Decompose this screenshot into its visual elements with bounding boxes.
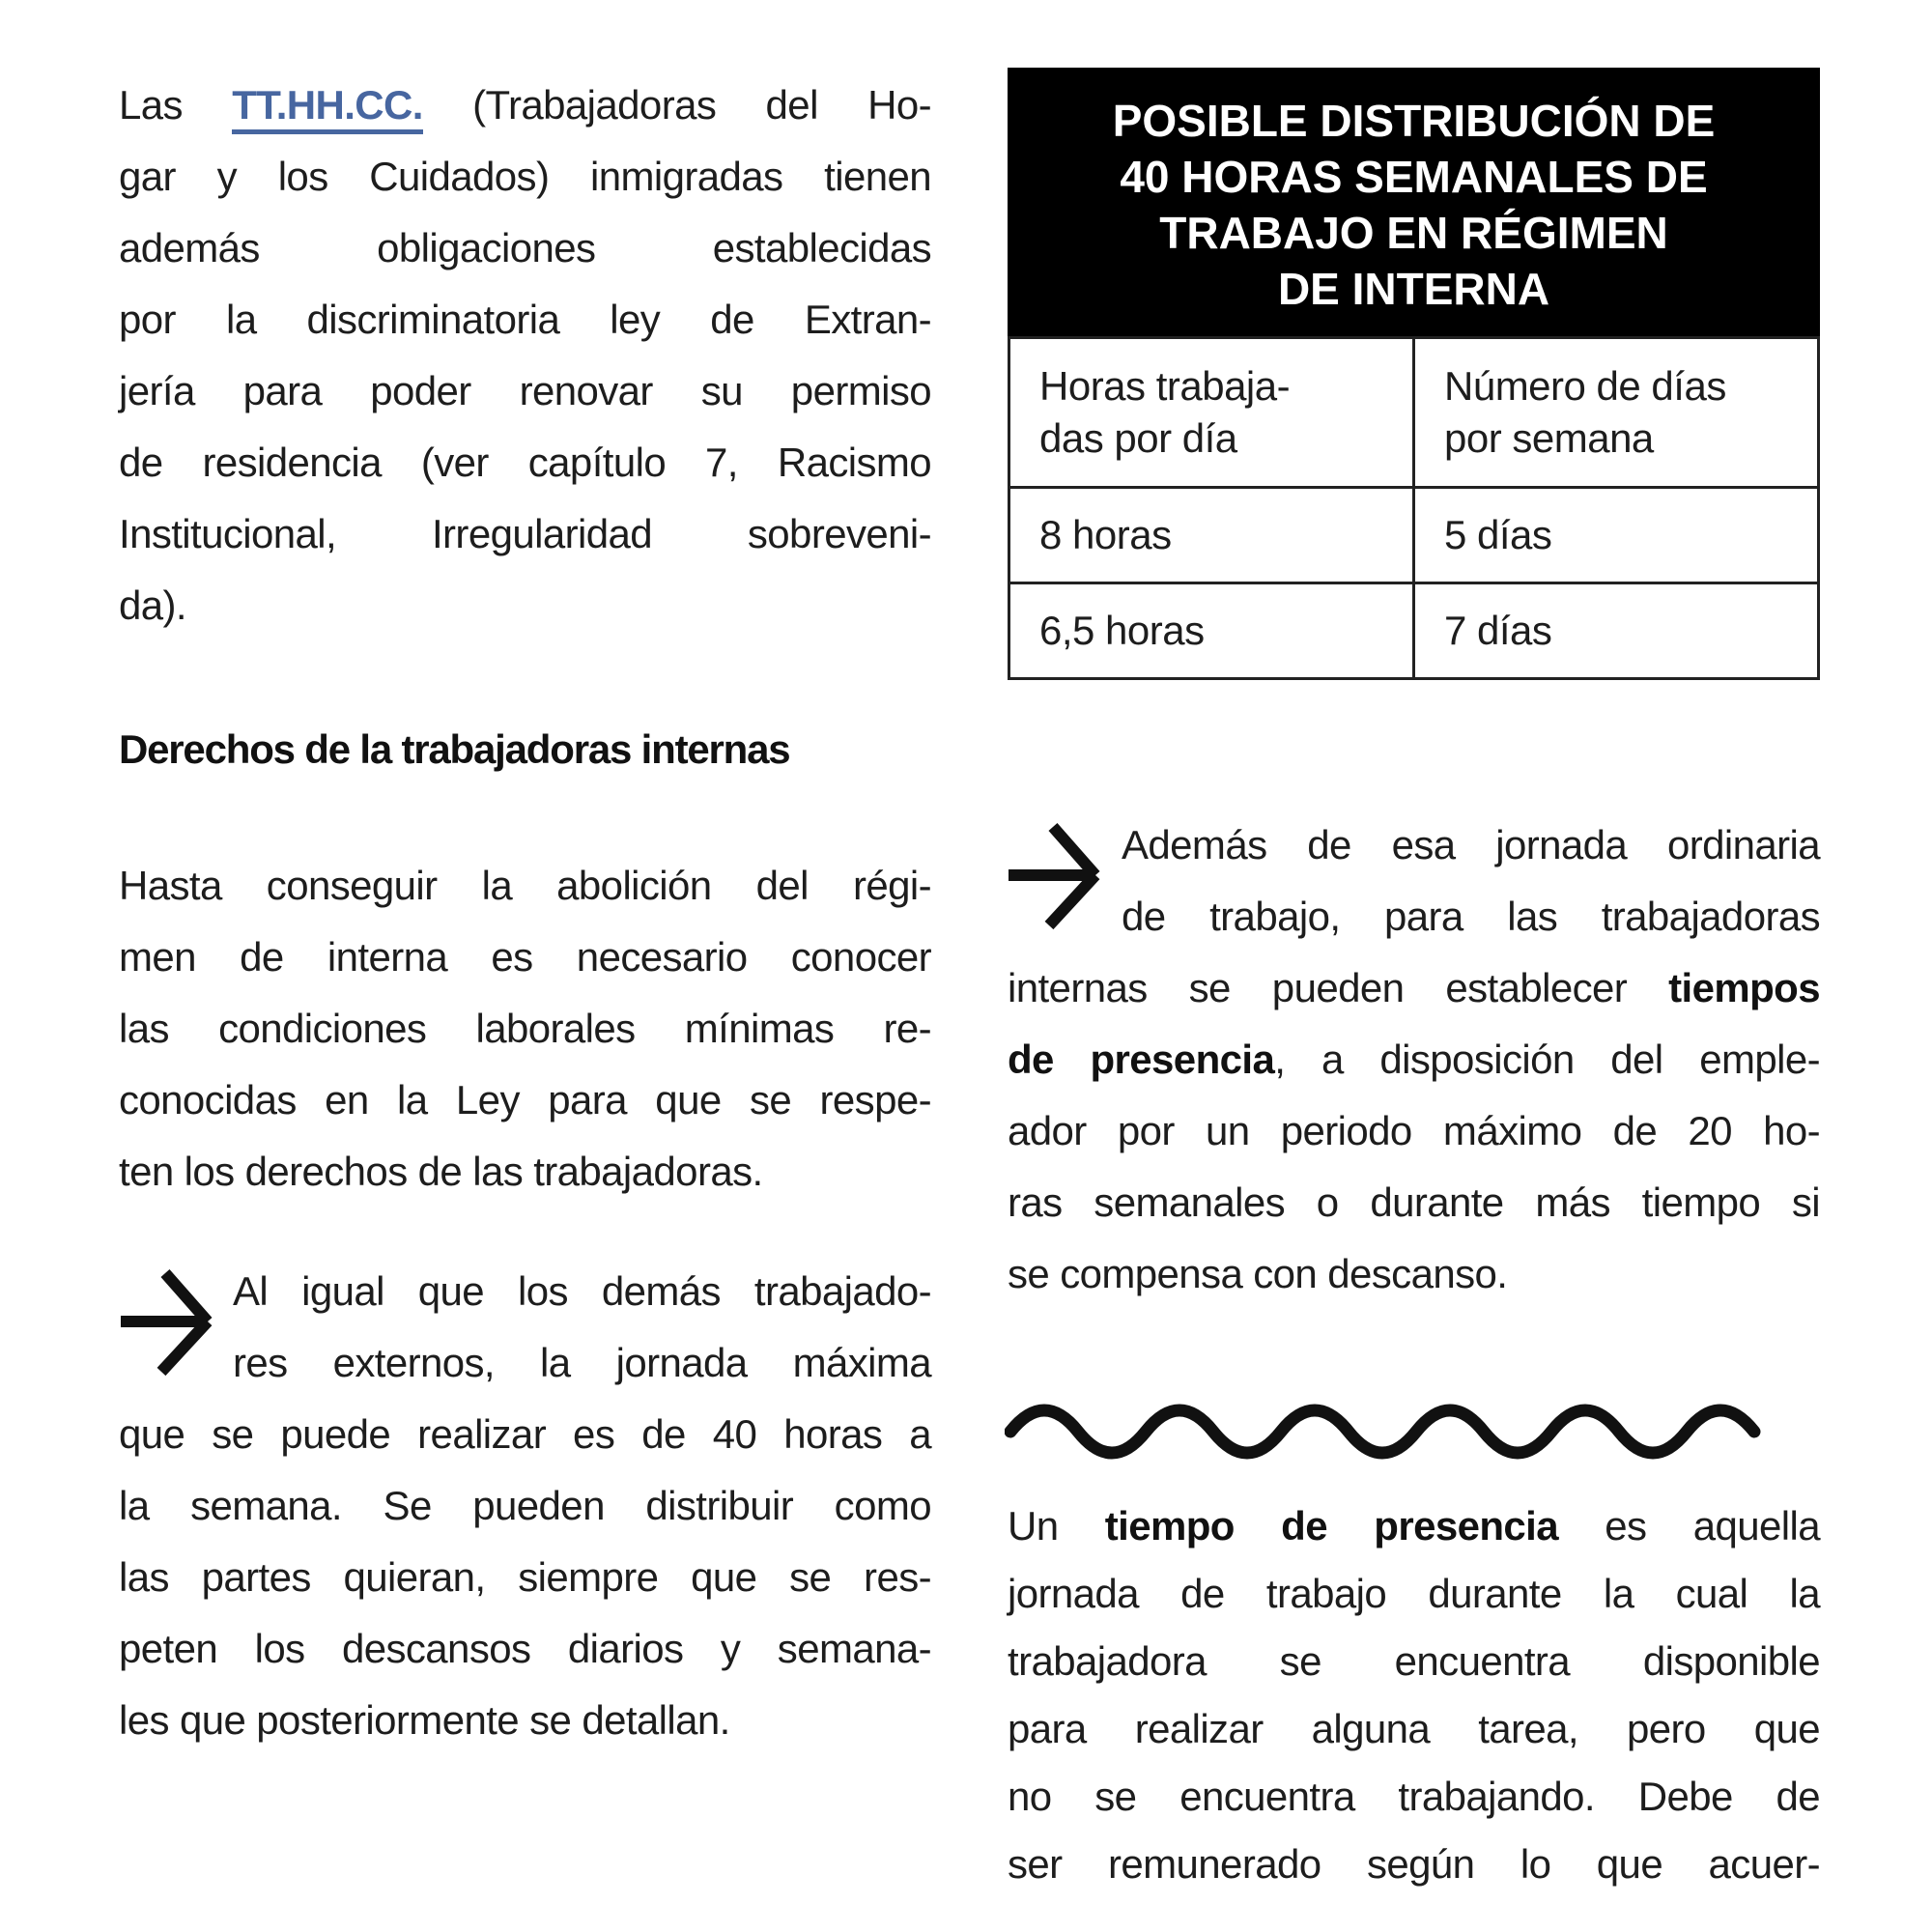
text-line: trabajadora se encuentra disponible <box>1008 1638 1820 1684</box>
column-header-days <box>1414 338 1819 488</box>
text-line: Al igual que los demás trabajado- <box>233 1268 931 1314</box>
text-line: das por día <box>1039 415 1237 461</box>
text-line: Horas trabaja- <box>1039 363 1291 409</box>
text-line: DE INTERNA <box>1277 264 1550 314</box>
table-header-row <box>1009 338 1819 488</box>
text-line: para realizar alguna tarea, pero que <box>1008 1706 1820 1751</box>
table-grid <box>1008 336 1820 680</box>
text-line: jornada de trabajo durante la cual la <box>1008 1571 1820 1616</box>
table-cell: 6,5 horas <box>1009 583 1414 679</box>
text-line: no se encuentra trabajando. Debe de <box>1008 1774 1820 1819</box>
text-line: ador por un periodo máximo de 20 ho- <box>1008 1108 1820 1153</box>
section-heading: Derechos de la trabajadoras internas <box>119 726 790 772</box>
squiggle-divider <box>1005 1391 1822 1469</box>
table-cell: 7 días <box>1414 583 1819 679</box>
text-line: Un tiempo de presencia es aquella <box>1008 1503 1820 1548</box>
text-line: da). <box>119 582 186 628</box>
text-line: gar y los Cuidados) inmigradas tienen <box>119 154 931 199</box>
link-tthhcc[interactable]: TT.HH.CC. <box>232 82 423 134</box>
text-line: las condiciones laborales mínimas re- <box>119 1006 931 1051</box>
table-title <box>1008 68 1820 336</box>
paragraph-intro <box>119 70 931 641</box>
text-line: peten los descansos diarios y semana- <box>119 1626 931 1671</box>
text-line: se compensa con descanso. <box>1008 1251 1508 1296</box>
text-line: les que posteriormente se detallan. <box>119 1697 730 1743</box>
text-line: además obligaciones establecidas <box>119 225 931 270</box>
distribution-table <box>1008 68 1820 680</box>
text-line: internas se pueden establecer tiempos <box>1008 965 1820 1010</box>
text-line: de presencia, a disposición del emple- <box>1008 1037 1820 1082</box>
text-line: ser remunerado según lo que acuer- <box>1008 1841 1820 1887</box>
paragraph-hasta-conseguir <box>119 850 931 1208</box>
text-line: de trabajo, para las trabajadoras <box>1122 894 1820 939</box>
table-row <box>1009 583 1819 679</box>
text-line: TRABAJO EN RÉGIMEN <box>1159 208 1668 258</box>
text-line: 40 HORAS SEMANALES DE <box>1120 152 1708 202</box>
text-line: Número de días <box>1444 363 1726 409</box>
table-body <box>1009 488 1819 679</box>
text-line: Hasta conseguir la abolición del régi- <box>119 863 931 908</box>
column-header-hours <box>1009 338 1414 488</box>
text-line: por la discriminatoria ley de Extran- <box>119 297 931 342</box>
text-line: jería para poder renovar su permiso <box>119 368 931 413</box>
table-cell: 5 días <box>1414 488 1819 583</box>
text-line: Las TT.HH.CC. (Trabajadoras del Ho- <box>119 70 931 141</box>
text-line: las partes quieran, siempre que se res- <box>119 1554 931 1600</box>
text-line: Institucional, Irregularidad sobreveni- <box>119 511 931 556</box>
text-line: men de interna es necesario conocer <box>119 934 931 980</box>
paragraph-definicion-tiempo-presencia <box>1008 1492 1820 1898</box>
text-line: res externos, la jornada máxima <box>233 1340 931 1385</box>
text-line: la semana. Se pueden distribuir como <box>119 1483 931 1528</box>
text-line: por semana <box>1444 415 1654 461</box>
text-line: Además de esa jornada ordinaria <box>1122 822 1820 867</box>
paragraph-jornada-maxima <box>119 1256 931 1756</box>
paragraph-tiempos-presencia <box>1008 810 1820 1310</box>
text-line: de residencia (ver capítulo 7, Racismo <box>119 440 931 485</box>
text-line: conocidas en la Ley para que se respe- <box>119 1077 931 1122</box>
table-row <box>1009 488 1819 583</box>
text-line: que se puede realizar es de 40 horas a <box>119 1411 931 1457</box>
text-line: ras semanales o durante más tiempo si <box>1008 1179 1820 1225</box>
table-cell: 8 horas <box>1009 488 1414 583</box>
text-line: ten los derechos de las trabajadoras. <box>119 1149 763 1194</box>
text-line: POSIBLE DISTRIBUCIÓN DE <box>1112 96 1716 146</box>
